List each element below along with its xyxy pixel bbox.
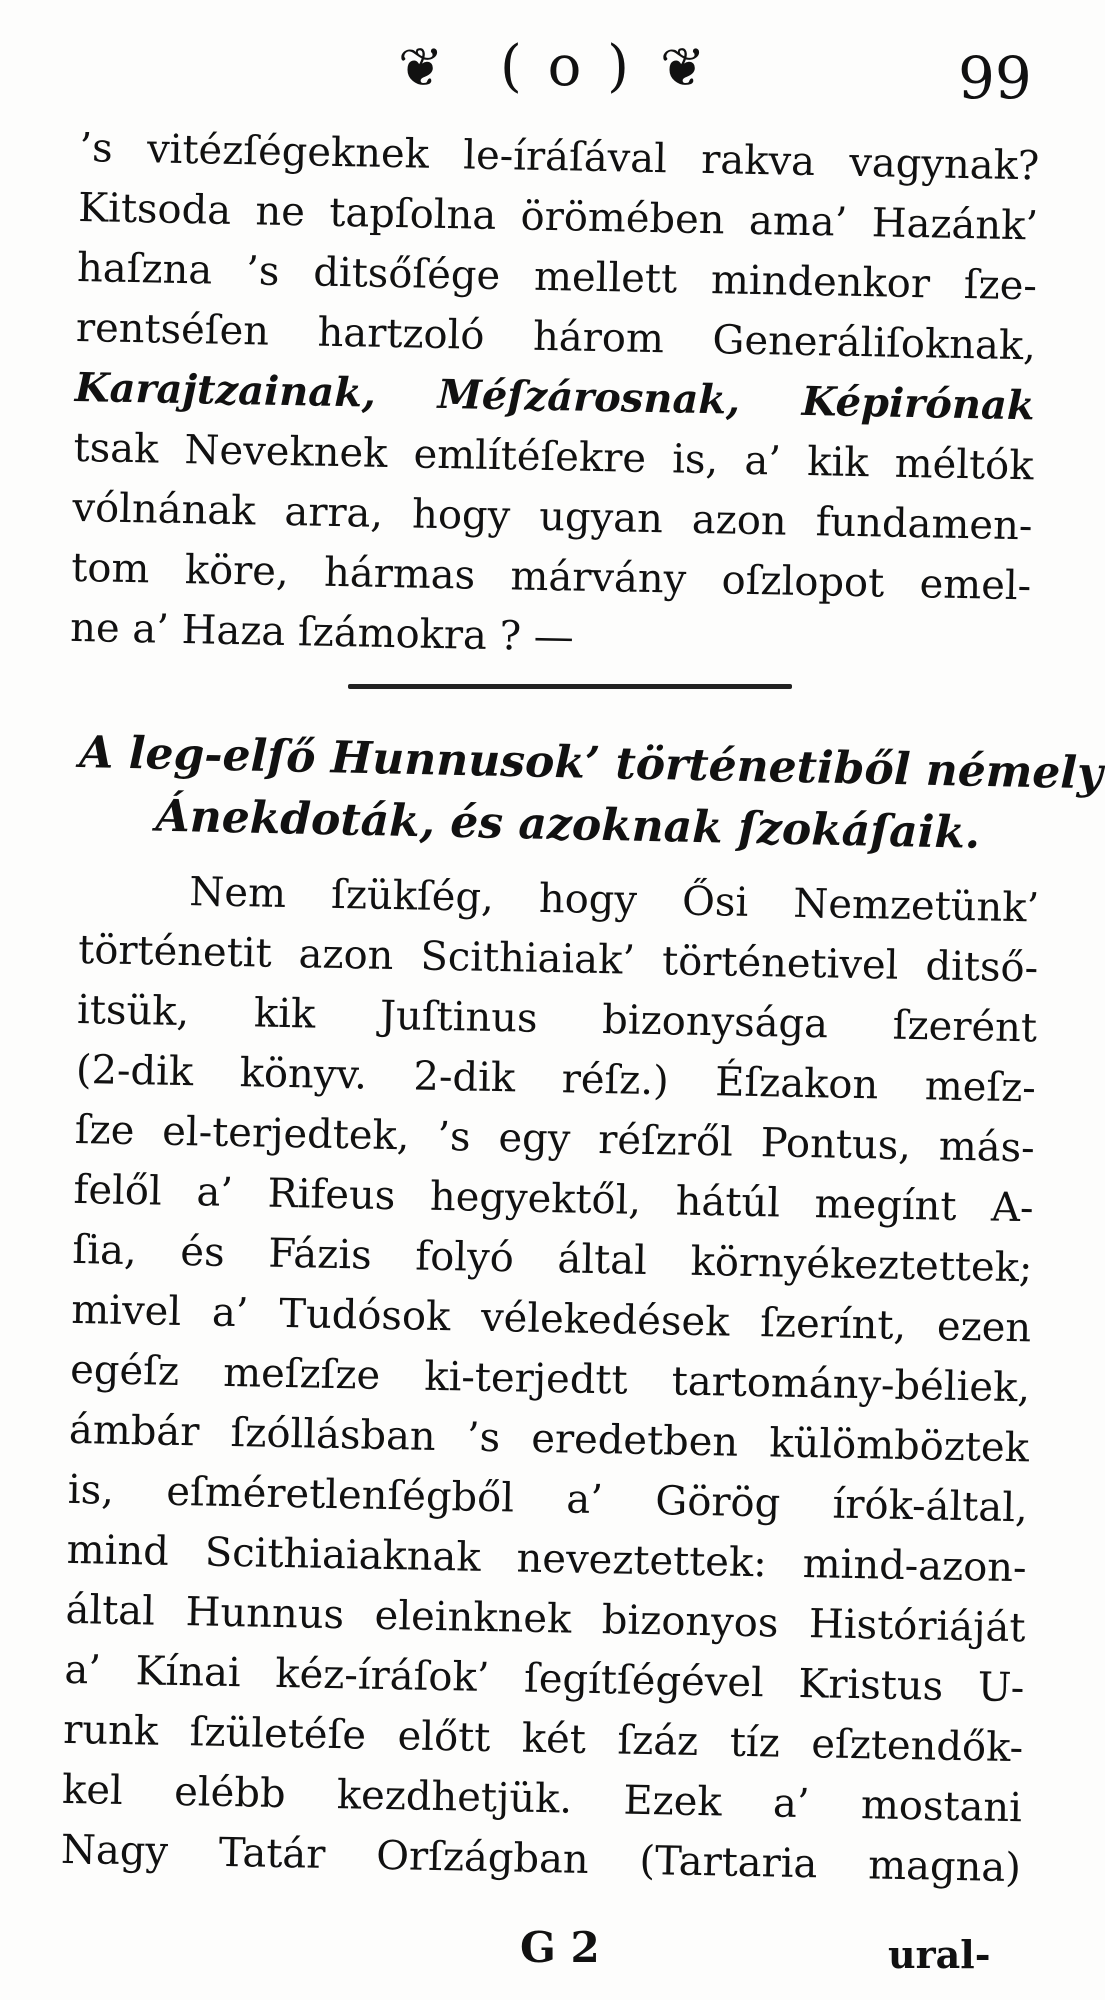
text-line: kel elébb kezdhetjük. Ezek a’ mostani xyxy=(61,1766,1023,1832)
text-line: tom köre, hármas márvány oſzlopot emel- xyxy=(70,544,1032,610)
text-line: ſze el-terjedtek, ’s egy réſzről Pontus, más- xyxy=(74,1106,1036,1172)
ornament-right-icon: ❦ xyxy=(660,36,706,99)
text-line: haſzna ’s ditsőſége mellett mindenkor ſze- xyxy=(76,244,1038,310)
page-number: 99 xyxy=(958,44,1032,112)
text-line: által Hunnus eleinknek bizonyos Históriáját xyxy=(65,1586,1026,1652)
text-line: Kitsoda ne tapſolna örömében ama’ Hazánk’ xyxy=(77,184,1039,250)
text-line: tsak Neveknek említéſekre is, a’ kik méltók xyxy=(73,424,1034,490)
heading-line-2: Ánekdoták, és azoknak ſzokáſaik. xyxy=(155,790,981,859)
text-line: vólnának arra, hogy ugyan azon fundamen- xyxy=(72,484,1033,550)
catchword: ural- xyxy=(888,1932,991,1977)
text-line: itsük, kik Juſtinus bizonysága ſzerént xyxy=(76,986,1038,1052)
text-line: Nagy Tatár Orſzágban (Tartaria magna) xyxy=(60,1826,1022,1892)
folio-mark: ( o ) xyxy=(500,34,634,99)
text-line: ne a’ Haza ſzámokra ? — xyxy=(69,604,575,661)
text-line: a’ Kínai kéz-íráſok’ ſegítſégével Kristus U- xyxy=(64,1646,1025,1712)
text-line: ’s vitézſégeknek le-íráſával rakva vagynak? xyxy=(78,124,1040,190)
text-line: egéſz meſzſze ki-terjedtt tartomány-béliek, xyxy=(69,1346,1031,1412)
paragraph-main xyxy=(60,860,1039,1898)
section-heading xyxy=(77,722,1104,866)
text-line: runk ſzületéſe előtt két ſzáz tíz eſztendők- xyxy=(62,1706,1024,1772)
text-line-generals: Karajtzainak, Méſzárosnak, Képirónak xyxy=(74,363,1036,430)
text-line: mind Scithiaiaknak neveztettek: mind-azon- xyxy=(66,1526,1028,1592)
text-line: Nem ſzükſég, hogy Ősi Nemzetünk’ xyxy=(188,869,1040,932)
page-header xyxy=(0,30,1105,110)
text-line: ſia, és Fázis folyó által környékeztettek; xyxy=(72,1226,1033,1292)
text-line: mivel a’ Tudósok vélekedések ſzerínt, ezen xyxy=(70,1286,1032,1352)
heading-line-1: A leg-elſő Hunnusok’ történetiből némely xyxy=(78,726,1104,800)
text-line: is, eſméretlenſégből a’ Görög írók-által, xyxy=(67,1466,1029,1532)
section-divider xyxy=(348,684,792,689)
text-line: történetit azon Scithiaiak’ történetivel ditső- xyxy=(77,926,1039,992)
text-line: (2-dik könyv. 2-dik réſz.) Éſzakon meſz- xyxy=(75,1046,1037,1112)
ornament-left-icon: ❦ xyxy=(398,36,444,99)
paragraph-continued xyxy=(70,118,1040,676)
text-line: felől a’ Rifeus hegyektől, hátúl megínt A- xyxy=(73,1166,1034,1232)
text-line: rentséſen hartzoló három Generáliſoknak, xyxy=(75,304,1037,370)
signature-mark: G 2 xyxy=(520,1923,600,1972)
text-line: ámbár ſzóllásban ’s eredetben külömböztek xyxy=(68,1406,1030,1472)
